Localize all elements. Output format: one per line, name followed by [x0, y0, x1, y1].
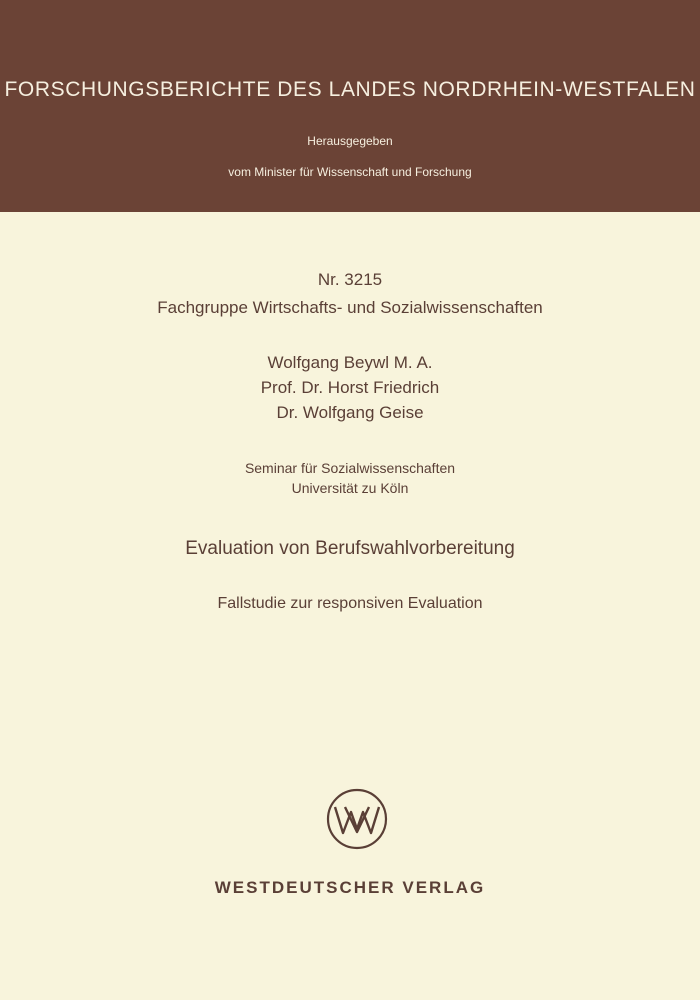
book-title: Evaluation von Berufswahlvorbereitung [185, 538, 515, 559]
series-title: FORSCHUNGSBERICHTE DES LANDES NORDRHEIN-WESTFALEN [4, 78, 696, 101]
issued-label: Herausgegeben [307, 134, 393, 148]
author-3: Dr. Wolfgang Geise [276, 403, 424, 422]
book-subtitle: Fallstudie zur responsiven Evaluation [217, 595, 483, 612]
wv-monogram-icon [326, 788, 388, 850]
institute: Seminar für Sozialwissenschaften [244, 460, 456, 476]
subject-group: Fachgruppe Wirtschafts- und Sozialwissenschaften [157, 298, 543, 317]
report-number: Nr. 3215 [317, 270, 383, 289]
author-1: Wolfgang Beywl M. A. [267, 353, 433, 372]
issued-by: vom Minister für Wissenschaft und Forschung [228, 165, 472, 179]
header-band [0, 0, 700, 212]
publisher-name: WESTDEUTSCHER VERLAG [214, 878, 486, 897]
author-2: Prof. Dr. Horst Friedrich [260, 378, 440, 397]
university: Universität zu Köln [291, 480, 409, 496]
